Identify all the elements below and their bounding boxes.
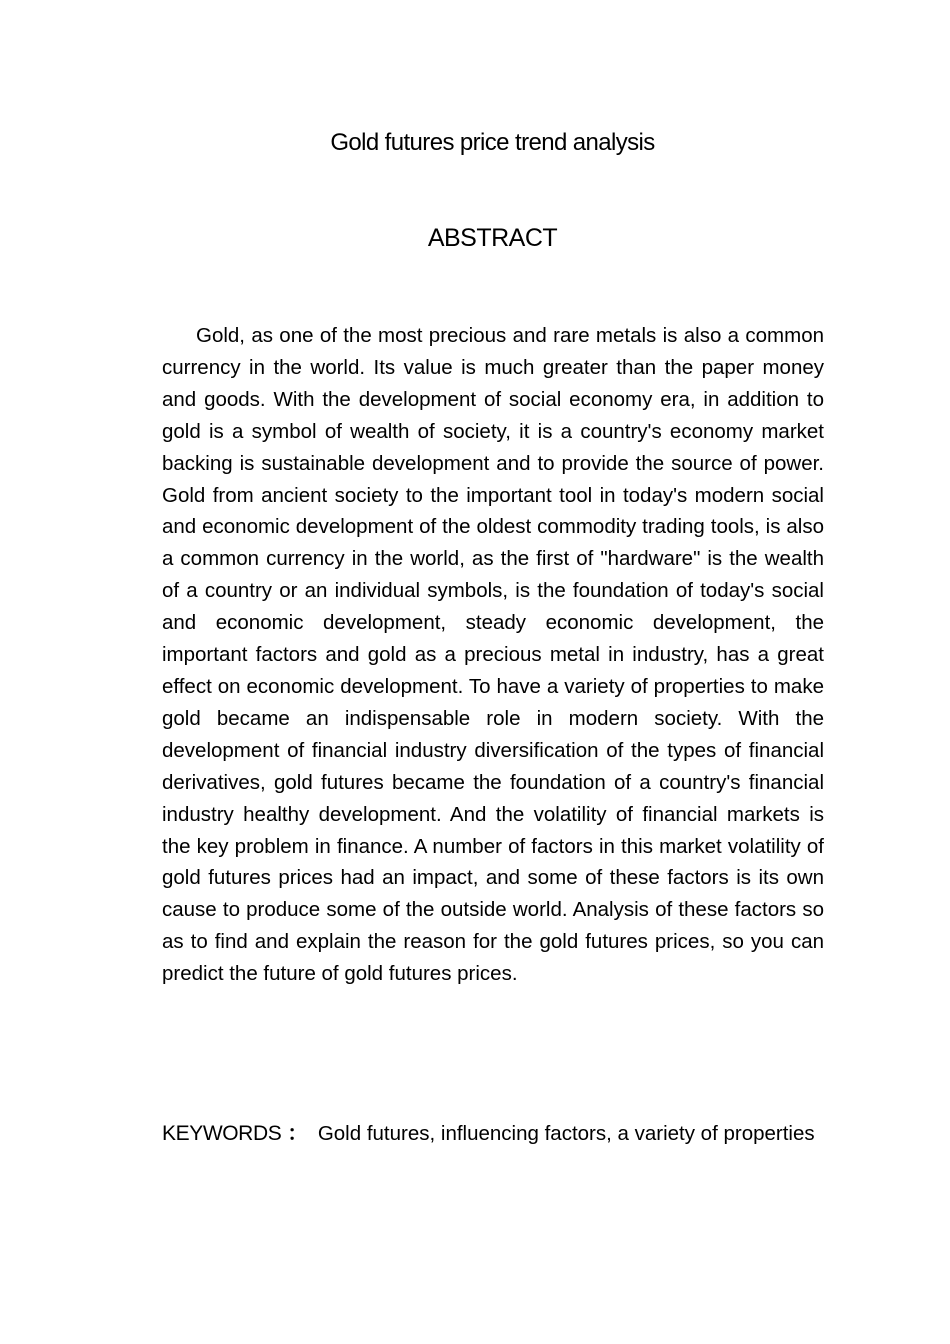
document-title: Gold futures price trend analysis [330,129,655,156]
keywords-line [162,1118,824,1150]
abstract-paragraph: Gold, as one of the most precious and rare metals is also a common currency in the world. Its value is much greater than the paper money and goods. With the development of social economy era, in addition to gold is a symbol of wealth of society, it is a country's economy market backing is sustainable development and to provide the source of power. Gold from ancient society to the important tool in today's modern social and economic development of the oldest commodity trading tools, is also a common currency in the world, as the first of "hardware" is the wealth of a country or an individual symbols, is the foundation of today's social and economic development, steady economic development, the important factors and gold as a precious metal in industry, has a great effect on economic development. To have a variety of properties to make gold became an indispensable role in modern society. With the development of financial industry diversification of the types of financial derivatives, gold futures became the foundation of a country's financial industry healthy development. And the volatility of financial markets is the key problem in finance. A number of factors in this market volatility of gold futures prices had an impact, and some of these factors is its own cause to produce some of the outside world. Analysis of these factors so as to find and explain the reason for the gold futures prices, so you can predict the future of gold futures prices. [162,324,824,986]
abstract-heading: ABSTRACT [427,224,558,252]
keywords-label: KEYWORDS [162,1122,282,1145]
keywords-separator: ： [287,1122,308,1145]
keywords-text: Gold futures, influencing factors, a variety of properties [317,1122,815,1145]
